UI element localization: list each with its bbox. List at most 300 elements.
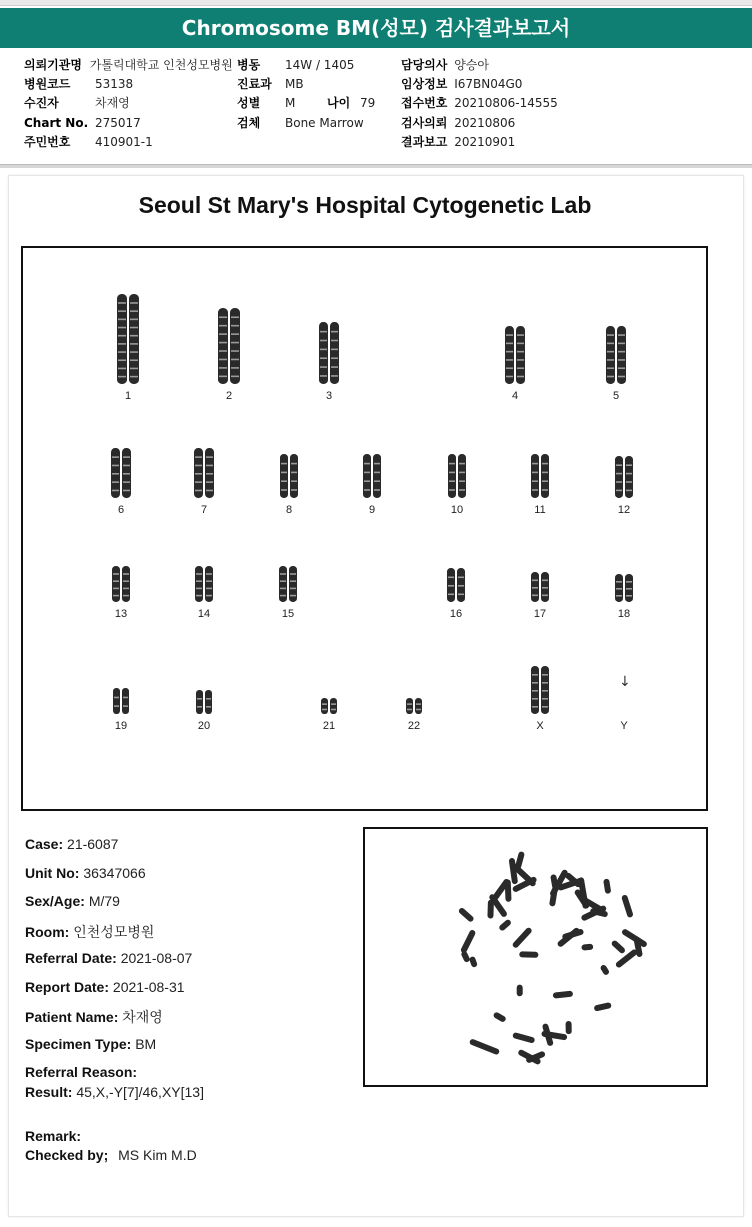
detail-value: 36347066 xyxy=(83,865,146,881)
metaphase-chromosome xyxy=(517,985,523,997)
chromosome-pair-1 xyxy=(103,292,153,386)
chromosome-label: Y xyxy=(620,720,628,732)
chromosome-band xyxy=(374,463,380,465)
chromosome-band xyxy=(532,698,538,700)
chromosome-band xyxy=(196,595,202,597)
info-ward xyxy=(237,57,260,73)
chromosome-band xyxy=(618,351,625,353)
chromosome-band xyxy=(542,698,548,700)
chromosome-band xyxy=(123,473,130,475)
chromosome-band xyxy=(542,587,548,589)
report-title-bar xyxy=(0,8,752,48)
chromosome-band xyxy=(231,325,239,327)
info-value: 410901-1 xyxy=(95,135,153,149)
chromosome-band xyxy=(626,595,632,597)
chromosome-band xyxy=(113,588,119,590)
chromosome-band xyxy=(123,705,128,707)
chromosome-band xyxy=(291,472,297,474)
info-request-date xyxy=(401,115,515,131)
chromosome-band xyxy=(123,481,130,483)
detail-value: 2021-08-31 xyxy=(112,979,185,995)
chromosome-pair-10 xyxy=(436,452,478,500)
chromosome-pair-9 xyxy=(351,452,393,500)
info-label: 병원코드 xyxy=(24,77,71,91)
chromosome-band xyxy=(542,706,548,708)
chromosome-label: 18 xyxy=(617,608,631,620)
chromosome-label: 16 xyxy=(449,608,463,620)
chromosome-band xyxy=(206,595,212,597)
chromosome-band xyxy=(506,367,513,369)
chromosome-band xyxy=(626,464,632,466)
chromosome-pair-17 xyxy=(519,570,561,604)
detail-label: Remark: xyxy=(25,1128,82,1144)
chromosome-band xyxy=(448,594,454,596)
chromosome-band xyxy=(542,480,548,482)
info-label: 검체 xyxy=(237,116,261,130)
chromosome-band xyxy=(130,359,138,361)
chromosome-band xyxy=(114,697,119,699)
chromosome-band xyxy=(416,703,421,705)
chromosome-band xyxy=(532,706,538,708)
metaphase-chromosome xyxy=(599,964,610,976)
info-label: Chart No. xyxy=(24,116,89,130)
chromosome-band xyxy=(231,376,239,378)
chromosome-band xyxy=(616,490,622,492)
chromosome-band xyxy=(542,690,548,692)
chromatid xyxy=(230,308,240,384)
detail-result xyxy=(25,1084,204,1100)
chromosome-band xyxy=(331,340,338,342)
chromosome-band xyxy=(231,359,239,361)
chromosome-band xyxy=(206,481,213,483)
chromosome-band xyxy=(320,331,327,333)
info-patient xyxy=(24,95,59,111)
chromosome-band xyxy=(196,573,202,575)
chromosome-pair-4 xyxy=(492,324,538,386)
chromosome-label: 14 xyxy=(197,608,211,620)
chromosome-band xyxy=(123,595,129,597)
info-value: M xyxy=(285,96,296,110)
detail-value: 2021-08-07 xyxy=(120,950,193,966)
chromosome-band xyxy=(407,709,412,711)
info-label: 진료과 xyxy=(237,77,272,91)
info-receipt-no xyxy=(401,95,558,111)
info-institution xyxy=(24,57,233,73)
chromatid xyxy=(122,566,130,602)
metaphase-chromosome xyxy=(581,944,593,951)
chromosome-label: 5 xyxy=(612,390,620,402)
chromosome-pair-13 xyxy=(100,564,142,604)
chromosome-pair-18 xyxy=(603,572,645,604)
info-label: 주민번호 xyxy=(24,135,71,149)
chromosome-band xyxy=(542,463,548,465)
chromosome-label: 7 xyxy=(200,504,208,516)
chromatid xyxy=(406,698,413,714)
chromosome-band xyxy=(291,480,297,482)
chromosome-band xyxy=(280,595,286,597)
detail-referral-reason xyxy=(25,1064,137,1080)
chromosome-band xyxy=(231,367,239,369)
chromosome-band xyxy=(626,481,632,483)
chromosome-band xyxy=(374,489,380,491)
lab-title: Seoul St Mary's Hospital Cytogenetic Lab xyxy=(138,192,592,218)
info-label: 검사의뢰 xyxy=(401,116,448,130)
metaphase-chromosome xyxy=(469,956,478,968)
chromatid xyxy=(205,690,212,714)
info-label: 임상정보 xyxy=(401,77,448,91)
chromosome-band xyxy=(281,480,287,482)
chromosome-pair-8 xyxy=(268,452,310,500)
chromosome-band xyxy=(291,489,297,491)
chromosome-label: 13 xyxy=(114,608,128,620)
chromosome-band xyxy=(195,456,202,458)
chromosome-band xyxy=(542,674,548,676)
info-value: MB xyxy=(285,77,304,91)
chromosome-band xyxy=(291,463,297,465)
chromosome-band xyxy=(506,343,513,345)
chromosome-pair-16 xyxy=(435,566,477,604)
info-department xyxy=(237,76,272,92)
chromosome-band xyxy=(114,705,119,707)
metaphase-spread-image xyxy=(363,827,708,1087)
chromatid xyxy=(289,566,297,602)
chromosome-band xyxy=(281,472,287,474)
chromosome-band xyxy=(112,456,119,458)
chromosome-band xyxy=(532,472,538,474)
detail-label: Room: xyxy=(25,924,70,940)
chromosome-band xyxy=(231,350,239,352)
chromosome-label: X xyxy=(536,720,544,732)
chromatid xyxy=(195,566,203,602)
chromosome-band xyxy=(506,351,513,353)
chromosome-band xyxy=(123,573,129,575)
info-resident-no-value xyxy=(95,134,153,150)
chromosome-band xyxy=(331,366,338,368)
chromosome-band xyxy=(607,343,614,345)
chromosome-band xyxy=(206,473,213,475)
chromosome-band xyxy=(130,335,138,337)
chromosome-pair-22 xyxy=(395,696,433,716)
info-specimen xyxy=(237,115,260,131)
chromosome-band xyxy=(616,473,622,475)
chromosome-band xyxy=(219,359,227,361)
info-label: 수진자 xyxy=(24,96,59,110)
chromosome-pair-7 xyxy=(181,446,227,500)
chromosome-band xyxy=(616,464,622,466)
chromosome-band xyxy=(196,588,202,590)
chromosome-band xyxy=(542,682,548,684)
chromosome-band xyxy=(290,573,296,575)
chromosome-band xyxy=(459,472,465,474)
metaphase-spread-svg xyxy=(365,829,706,1085)
missing-y-arrow-icon: ↓ xyxy=(619,674,631,690)
chromosome-band xyxy=(195,465,202,467)
chromosome-band xyxy=(459,463,465,465)
detail-label: Result: xyxy=(25,1084,73,1100)
chromosome-label: 20 xyxy=(197,720,211,732)
chromosome-band xyxy=(206,706,211,708)
chromosome-band xyxy=(607,351,614,353)
chromosome-band xyxy=(112,481,119,483)
chromosome-label: 12 xyxy=(617,504,631,516)
chromosome-label: 15 xyxy=(281,608,295,620)
info-value: 53138 xyxy=(95,77,134,91)
chromosome-band xyxy=(320,375,327,377)
chromosome-band xyxy=(231,342,239,344)
chromosome-band xyxy=(458,577,464,579)
chromosome-band xyxy=(130,310,138,312)
chromosome-band xyxy=(322,709,327,711)
chromosome-band xyxy=(532,587,538,589)
chromosome-band xyxy=(123,490,130,492)
chromatid xyxy=(290,454,298,498)
chromosome-band xyxy=(118,319,126,321)
chromosome-band xyxy=(196,580,202,582)
chromosome-band xyxy=(618,334,625,336)
chromosome-band xyxy=(448,577,454,579)
chromosome-label: 9 xyxy=(368,504,376,516)
chromosome-band xyxy=(113,573,119,575)
info-label: 나이 xyxy=(327,96,351,110)
info-label: 성별 xyxy=(237,96,261,110)
detail-value: M/79 xyxy=(88,893,120,909)
info-ward-value xyxy=(285,57,354,73)
chromosome-band xyxy=(281,489,287,491)
chromosome-band xyxy=(112,465,119,467)
metaphase-chromosome xyxy=(553,991,574,999)
chromosome-band xyxy=(130,376,138,378)
chromosome-band xyxy=(130,343,138,345)
chromosome-band xyxy=(517,351,524,353)
detail-specimen-type xyxy=(25,1036,156,1052)
chromosome-band xyxy=(322,703,327,705)
info-report-date xyxy=(401,134,515,150)
chromosome-band xyxy=(506,359,513,361)
chromosome-pair-15 xyxy=(267,564,309,604)
info-value: I67BN04G0 xyxy=(454,77,523,91)
metaphase-chromosome xyxy=(556,927,580,948)
info-value: 20210806 xyxy=(454,116,516,130)
metaphase-chromosome xyxy=(621,928,648,948)
detail-label: Sex/Age: xyxy=(25,893,85,909)
info-chart-no-value xyxy=(95,115,141,131)
chromosome-band xyxy=(374,480,380,482)
chromosome-band xyxy=(616,595,622,597)
chromosome-pair-X xyxy=(519,664,561,716)
chromosome-band xyxy=(112,473,119,475)
chromosome-band xyxy=(618,376,625,378)
detail-label: Report Date: xyxy=(25,979,110,995)
patient-info-panel xyxy=(0,48,752,164)
chromosome-label: 11 xyxy=(534,504,546,516)
chromosome-band xyxy=(616,481,622,483)
info-label: 접수번호 xyxy=(401,96,448,110)
chromosome-band xyxy=(532,480,538,482)
chromosome-band xyxy=(123,456,130,458)
chromosome-band xyxy=(290,595,296,597)
chromosome-band xyxy=(130,327,138,329)
chromosome-band xyxy=(449,480,455,482)
chromosome-band xyxy=(280,580,286,582)
chromosome-pair-3 xyxy=(306,320,352,386)
chromosome-band xyxy=(364,463,370,465)
info-label: 결과보고 xyxy=(401,135,448,149)
detail-value: 45,X,-Y[7]/46,XY[13] xyxy=(76,1084,204,1100)
chromosome-band xyxy=(290,580,296,582)
chromosome-band xyxy=(532,674,538,676)
info-value: 14W / 1405 xyxy=(285,58,355,72)
info-chart-no xyxy=(24,115,88,131)
metaphase-chromosome xyxy=(511,926,532,949)
chromosome-band xyxy=(374,472,380,474)
chromosome-band xyxy=(459,480,465,482)
chromosome-band xyxy=(331,357,338,359)
chromatid xyxy=(205,566,213,602)
metaphase-chromosome xyxy=(594,1002,612,1012)
chromosome-band xyxy=(626,581,632,583)
chromosome-band xyxy=(331,703,336,705)
chromosome-band xyxy=(532,595,538,597)
metaphase-chromosome xyxy=(515,851,526,870)
detail-value: 21-6087 xyxy=(67,836,119,852)
chromosome-label: 4 xyxy=(511,390,519,402)
chromosome-band xyxy=(290,588,296,590)
metaphase-chromosome xyxy=(566,1021,572,1034)
top-rule xyxy=(0,0,752,6)
detail-value: BM xyxy=(135,1036,157,1052)
chromosome-band xyxy=(626,473,632,475)
info-label: 병동 xyxy=(237,58,261,72)
chromatid xyxy=(458,454,466,498)
detail-label: Checked by; xyxy=(25,1147,109,1163)
metaphase-chromosome xyxy=(458,907,475,923)
chromosome-band xyxy=(219,350,227,352)
chromosome-band xyxy=(231,333,239,335)
chromatid xyxy=(625,456,633,498)
detail-sex-age xyxy=(25,893,120,909)
chromosome-band xyxy=(626,490,632,492)
chromosome-band xyxy=(607,367,614,369)
info-sex-value xyxy=(285,95,295,111)
detail-unit-no xyxy=(25,865,146,881)
info-department-value xyxy=(285,76,304,92)
info-patient-value xyxy=(95,95,130,111)
chromosome-band xyxy=(407,703,412,705)
chromosome-band xyxy=(517,359,524,361)
chromosome-band xyxy=(206,465,213,467)
chromosome-label: 10 xyxy=(450,504,464,516)
chromatid xyxy=(415,698,422,714)
chromosome-pair-21 xyxy=(310,696,348,716)
chromosome-band xyxy=(118,368,126,370)
detail-value: 인천성모병원 xyxy=(73,924,155,940)
chromosome-pair-2 xyxy=(204,306,254,386)
chromosome-band xyxy=(281,463,287,465)
detail-label: Unit No: xyxy=(25,865,80,881)
chromosome-pair-5 xyxy=(593,324,639,386)
info-doctor xyxy=(401,57,489,73)
chromosome-band xyxy=(118,376,126,378)
info-value: 275017 xyxy=(95,116,141,130)
chromosome-band xyxy=(113,595,119,597)
chromosome-label: 21 xyxy=(322,720,336,732)
chromosome-band xyxy=(449,489,455,491)
metaphase-chromosome xyxy=(512,1032,535,1044)
chromatid xyxy=(321,698,328,714)
info-value: 양승아 xyxy=(454,58,489,72)
chromosome-pair-12 xyxy=(603,454,645,500)
chromosome-band xyxy=(118,359,126,361)
detail-checked-by xyxy=(25,1147,197,1163)
info-hospital-code-value xyxy=(95,76,133,92)
chromosome-band xyxy=(616,588,622,590)
info-value: 79 xyxy=(360,96,376,110)
chromosome-band xyxy=(118,351,126,353)
chromosome-band xyxy=(219,325,227,327)
metaphase-chromosome xyxy=(460,929,476,954)
chromosome-band xyxy=(118,302,126,304)
chromosome-band xyxy=(532,682,538,684)
chromosome-pair-19 xyxy=(102,686,140,716)
chromosome-band xyxy=(195,473,202,475)
detail-report-date xyxy=(25,979,185,995)
chromosome-band xyxy=(219,333,227,335)
chromosome-band xyxy=(130,302,138,304)
header-divider xyxy=(0,164,752,168)
chromosome-band xyxy=(364,472,370,474)
chromosome-band xyxy=(458,585,464,587)
chromosome-label: 3 xyxy=(325,390,333,402)
detail-value: 차재영 xyxy=(122,1009,163,1025)
chromosome-band xyxy=(618,359,625,361)
chromosome-band xyxy=(118,335,126,337)
detail-label: Patient Name: xyxy=(25,1009,119,1025)
info-sex xyxy=(237,95,260,111)
metaphase-chromosome xyxy=(493,1011,507,1023)
chromosome-band xyxy=(206,588,212,590)
detail-label: Specimen Type: xyxy=(25,1036,132,1052)
chromosome-band xyxy=(195,490,202,492)
chromosome-band xyxy=(130,351,138,353)
info-label: 담당의사 xyxy=(401,58,448,72)
chromosome-band xyxy=(197,698,202,700)
info-resident-no xyxy=(24,134,70,150)
chromosome-band xyxy=(112,490,119,492)
metaphase-chromosome xyxy=(519,951,538,957)
chromosome-band xyxy=(331,331,338,333)
chromosome-band xyxy=(320,357,327,359)
metaphase-chromosome xyxy=(610,939,626,954)
chromosome-band xyxy=(206,490,213,492)
chromosome-band xyxy=(123,465,130,467)
chromatid xyxy=(122,688,129,714)
chromosome-band xyxy=(458,594,464,596)
metaphase-chromosome xyxy=(498,918,512,931)
chromatid xyxy=(531,454,539,498)
chromosome-band xyxy=(626,588,632,590)
chromatid xyxy=(373,454,381,498)
chromatid xyxy=(117,294,127,384)
chromosome-band xyxy=(113,580,119,582)
chromosome-band xyxy=(118,310,126,312)
chromosome-label: 2 xyxy=(225,390,233,402)
metaphase-chromosome xyxy=(603,878,611,894)
chromatid xyxy=(279,566,287,602)
chromatid xyxy=(112,566,120,602)
chromosome-band xyxy=(506,376,513,378)
chromosome-band xyxy=(206,580,212,582)
info-value: 가톨릭대학교 인천성모병원 xyxy=(89,58,233,72)
